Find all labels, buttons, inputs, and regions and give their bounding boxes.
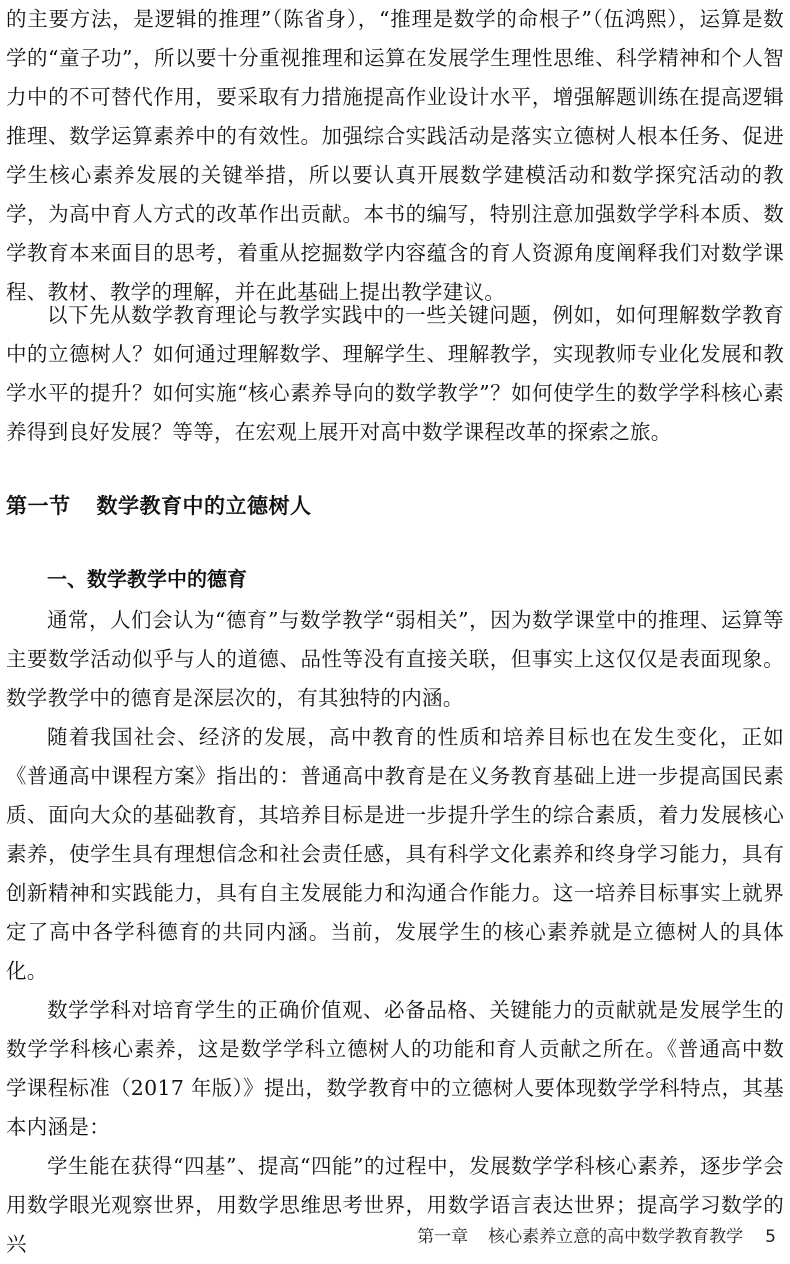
page-footer bbox=[417, 1226, 776, 1248]
paragraph: 的主要方法，是逻辑的推理”（陈省身），“推理是数学的命根子”（伍鸿熙），运算是数学的“童子功”，所以要十分重视推理和运算在发展学生理性思维、科学精神和个人智力中的不可替代作用，要采取有力措施提高作业设计水平，增强解题训练在提高逻辑推理、数学运算素养中的有效性。加强综合实践活动是落实立德树人根本任务、促进学生核心素养发展的关键举措，所以要认真开展数学建模活动和数学探究活动的教学，为高中育人方式的改革作出贡献。本书的编写，特别注意加强数学学科本质、数学教育本来面目的思考，着重从挖掘数学内容蕴含的育人资源角度阐释我们对数学课程、教材、教学的理解，并在此基础上提出教学建议。 bbox=[6, 7, 784, 304]
paragraph: 通常，人们会认为“德育”与数学教学“弱相关”，因为数学课堂中的推理、运算等主要数学活动似乎与人的道德、品性等没有直接关联，但事实上这仅仅是表面现象。数学教学中的德育是深层次的，有其独特的内涵。 bbox=[6, 608, 784, 710]
paragraph: 以下先从数学教育理论与教学实践中的一些关键问题，例如，如何理解数学教育中的立德树人？如何通过理解数学、理解学生、理解教学，实现教师专业化发展和教学水平的提升？如何实施“核心素养导向的数学教学”？如何使学生的数学学科核心素养得到良好发展？等等，在宏观上展开对高中数学课程改革的探索之旅。 bbox=[6, 303, 784, 444]
page-number: 5 bbox=[765, 1227, 776, 1247]
body-text-block bbox=[6, 601, 784, 1264]
footer-chapter-title: 核心素养立意的高中数学教育教学 bbox=[488, 1227, 744, 1247]
section-number: 第一节 bbox=[6, 494, 71, 518]
section-heading bbox=[6, 490, 312, 522]
section-title: 数学教育中的立德树人 bbox=[96, 494, 312, 518]
intro-text-block bbox=[6, 0, 784, 444]
subsection-heading: 一、数学教学中的德育 bbox=[47, 567, 247, 591]
footer-chapter: 第一章 bbox=[417, 1227, 469, 1247]
paragraph: 数学学科对培育学生的正确价值观、必备品格、关键能力的贡献就是发展学生的数学学科核心素养，这是数学学科立德树人的功能和育人贡献之所在。《普通高中数学课程标准（2017 年版）》提出，数学教育中的立德树人要体现数学学科特点，其基本内涵是： bbox=[6, 998, 784, 1139]
paragraph: 随着我国社会、经济的发展，高中教育的性质和培养目标也在发生变化，正如《普通高中课程方案》指出的：普通高中教育是在义务教育基础上进一步提高国民素质、面向大众的基础教育，其培养目标是进一步提升学生的综合素质，着力发展核心素养，使学生具有理想信念和社会责任感，具有科学文化素养和终身学习能力，具有创新精神和实践能力，具有自主发展能力和沟通合作能力。这一培养目标事实上就界定了高中各学科德育的共同内涵。当前，发展学生的核心素养就是立德树人的具体化。 bbox=[6, 725, 784, 983]
paragraph: 学生能在获得“四基”、提高“四能”的过程中，发展数学学科核心素养，逐步学会用数学眼光观察世界，用数学思维思考世界，用数学语言表达世界；提高学习数学的兴 bbox=[6, 1154, 784, 1256]
